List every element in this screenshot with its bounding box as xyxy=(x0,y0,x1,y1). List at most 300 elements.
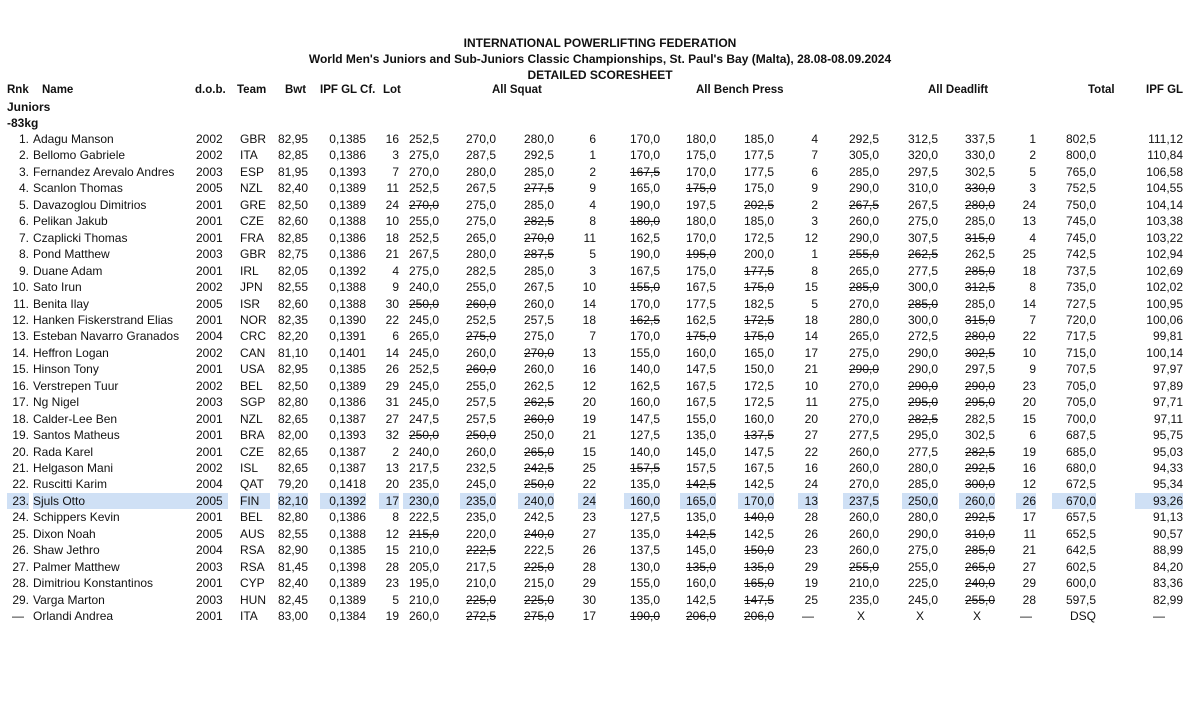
attempt-bp-2: 160,0 xyxy=(685,576,716,591)
attempt-bp-2: 167,5 xyxy=(685,378,716,393)
attempt-bp-2: 162,5 xyxy=(685,312,716,327)
scoresheet-title: DETAILED SCORESHEET xyxy=(527,68,673,82)
attempt-bp-3: 165,0 xyxy=(743,345,774,360)
table-row xyxy=(0,328,1200,344)
attempt-dl-2: 225,0 xyxy=(907,576,938,591)
attempt-bp-3: 200,0 xyxy=(743,247,774,262)
attempt-dl-2: 280,0 xyxy=(907,461,938,475)
attempt-sq-3: 275,0 xyxy=(523,609,554,624)
cell-name: Ng Nigel xyxy=(33,395,80,410)
attempt-dl-1: 260,0 xyxy=(848,510,879,525)
cell-bwt: 82,05 xyxy=(278,263,309,278)
attempt-sq-3: 267,5 xyxy=(523,280,554,295)
cell-sq-pl: 8 xyxy=(589,214,596,229)
attempt-bp-1: 155,0 xyxy=(629,345,660,360)
cell-total: 652,5 xyxy=(1065,526,1096,541)
cell-gl: 95,03 xyxy=(1152,444,1183,459)
cell-coef: 0,1390 xyxy=(329,312,366,327)
attempt-sq-3: 250,0 xyxy=(523,428,554,443)
table-row xyxy=(0,526,1200,542)
attempt-dl-1: 280,0 xyxy=(848,312,879,327)
cell-dl-pl: 21 xyxy=(1022,543,1036,558)
cell-team: BRA xyxy=(240,428,265,443)
cell-coef: 0,1385 xyxy=(329,543,366,558)
cell-dob: 2003 xyxy=(196,247,223,262)
cell-sq-pl: 3 xyxy=(589,263,596,278)
attempt-bp-3: 147,5 xyxy=(743,444,774,459)
cell-sq-pl: 16 xyxy=(582,362,596,377)
cell-bp-pl: 11 xyxy=(805,395,818,410)
cell-dl-pl: 6 xyxy=(1029,428,1036,443)
cell-coef: 0,1389 xyxy=(329,378,366,393)
cell-dl-pl: 4 xyxy=(1029,230,1036,245)
attempt-dl-1: 260,0 xyxy=(848,461,879,475)
attempt-sq-2: 252,5 xyxy=(465,312,496,327)
cell-dl-pl: 26 xyxy=(1016,493,1036,509)
cell-gl: 94,33 xyxy=(1152,461,1183,475)
attempt-bp-1: 140,0 xyxy=(629,444,660,459)
cell-dl-pl: 14 xyxy=(1022,296,1036,311)
cell-lot: 4 xyxy=(392,263,399,278)
cell-gl: 100,95 xyxy=(1146,296,1183,311)
attempt-bp-1: 190,0 xyxy=(629,609,660,624)
table-row xyxy=(0,131,1200,147)
cell-dl-pl: 22 xyxy=(1022,329,1036,344)
cell-bp-pl: 10 xyxy=(804,378,818,393)
attempt-sq-2: 267,5 xyxy=(465,181,496,196)
table-row xyxy=(0,279,1200,295)
attempt-bp-1: 160,0 xyxy=(624,493,660,509)
cell-coef: 0,1391 xyxy=(329,329,366,344)
attempt-sq-3: 240,0 xyxy=(523,526,554,541)
cell-gl: 102,02 xyxy=(1146,280,1183,295)
cell-dl-pl: 17 xyxy=(1022,510,1036,525)
cell-total: 720,0 xyxy=(1065,312,1096,327)
cell-team: ESP xyxy=(240,164,265,179)
cell-rank: 26. xyxy=(12,543,29,558)
attempt-sq-2: 222,5 xyxy=(465,543,496,558)
cell-coef: 0,1393 xyxy=(329,164,366,179)
cell-dob: 2002 xyxy=(196,132,223,146)
attempt-bp-1: 135,0 xyxy=(629,592,660,607)
attempt-bp-3: 137,5 xyxy=(743,428,774,443)
cell-team: CYP xyxy=(240,576,265,591)
attempt-dl-1: 267,5 xyxy=(848,197,879,212)
attempt-dl-2: 300,0 xyxy=(907,312,938,327)
table-row xyxy=(0,361,1200,377)
cell-bwt: 82,95 xyxy=(278,132,309,146)
attempt-dl-2: 255,0 xyxy=(907,559,938,574)
cell-sq-pl: 17 xyxy=(582,609,596,624)
attempt-dl-3: 302,5 xyxy=(964,164,995,179)
attempt-dl-2: 310,0 xyxy=(907,181,938,196)
cell-team: IRL xyxy=(240,263,259,278)
cell-dob: 2005 xyxy=(196,296,223,311)
cell-sq-pl: 30 xyxy=(582,592,596,607)
attempt-dl-2: 295,0 xyxy=(907,428,938,443)
attempt-bp-2: 160,0 xyxy=(685,345,716,360)
cell-team: GBR xyxy=(240,132,267,146)
attempt-dl-2: 290,0 xyxy=(907,526,938,541)
cell-sq-pl: 12 xyxy=(582,378,596,393)
col-name: Name xyxy=(42,84,74,96)
attempt-dl-3: 292,5 xyxy=(964,510,995,525)
attempt-dl-3: 285,0 xyxy=(964,543,995,558)
attempt-bp-1: 155,0 xyxy=(629,576,660,591)
cell-bp-pl: 23 xyxy=(804,543,818,558)
cell-bp-pl: 26 xyxy=(804,526,818,541)
cell-coef: 0,1389 xyxy=(329,576,366,591)
cell-bwt: 82,10 xyxy=(278,493,309,508)
cell-bwt: 82,85 xyxy=(278,148,309,163)
attempt-bp-1: 162,5 xyxy=(629,378,660,393)
attempt-dl-3: 302,5 xyxy=(964,345,995,360)
attempt-bp-1: 155,0 xyxy=(629,280,660,295)
cell-gl: 104,14 xyxy=(1146,197,1183,212)
cell-lot: 13 xyxy=(385,461,399,475)
cell-dl-pl: 1 xyxy=(1029,132,1036,146)
attempt-dl-3: 330,0 xyxy=(964,181,995,196)
table-row xyxy=(0,213,1200,229)
attempt-bp-2: 170,0 xyxy=(685,164,716,179)
col-team: Team xyxy=(237,84,267,96)
attempt-sq-3: 280,0 xyxy=(523,132,554,146)
attempt-dl-1: 285,0 xyxy=(848,280,879,295)
attempt-dl-3: 285,0 xyxy=(964,214,995,229)
attempt-dl-2: 307,5 xyxy=(907,230,938,245)
cell-bwt: 82,80 xyxy=(278,510,309,525)
cell-coef: 0,1384 xyxy=(329,609,366,624)
attempt-sq-3: 242,5 xyxy=(523,461,554,475)
attempt-bp-2: 142,5 xyxy=(685,477,716,492)
table-row xyxy=(0,180,1200,196)
attempt-sq-2: 275,0 xyxy=(465,197,496,212)
cell-bwt: 82,60 xyxy=(278,296,309,311)
attempt-bp-3: 172,5 xyxy=(743,312,774,327)
attempt-bp-3: 175,0 xyxy=(743,329,774,344)
cell-total: 737,5 xyxy=(1065,263,1096,278)
cell-dl-pl: 25 xyxy=(1022,247,1036,262)
cell-lot: 21 xyxy=(385,247,399,262)
cell-coef: 0,1387 xyxy=(329,411,366,426)
cell-gl: — xyxy=(1153,609,1165,624)
cell-name: Bellomo Gabriele xyxy=(33,148,126,163)
cell-total: 672,5 xyxy=(1065,477,1096,492)
cell-team: FRA xyxy=(240,230,264,245)
cell-rank: 17. xyxy=(12,395,29,410)
cell-total: 727,5 xyxy=(1065,296,1096,311)
attempt-sq-1: 247,5 xyxy=(408,411,439,426)
cell-total: 602,5 xyxy=(1065,559,1096,574)
col-rank: Rnk xyxy=(7,84,29,96)
attempt-dl-1: 255,0 xyxy=(848,247,879,262)
cell-gl: 90,57 xyxy=(1152,526,1183,541)
attempt-dl-3: 282,5 xyxy=(964,444,995,459)
division-label: Juniors xyxy=(7,100,51,114)
cell-total: 680,0 xyxy=(1065,461,1096,475)
cell-name: Pelikan Jakub xyxy=(33,214,108,229)
attempt-bp-1: 190,0 xyxy=(629,197,660,212)
cell-lot: 8 xyxy=(392,510,399,525)
attempt-bp-1: 162,5 xyxy=(629,312,660,327)
cell-coef: 0,1385 xyxy=(329,132,366,146)
attempt-dl-1: 270,0 xyxy=(848,411,879,426)
attempt-bp-2: 165,0 xyxy=(680,493,716,509)
attempt-dl-1: 260,0 xyxy=(848,444,879,459)
cell-lot: 10 xyxy=(385,214,399,229)
cell-dob: 2004 xyxy=(196,543,223,558)
cell-dl-pl: 8 xyxy=(1029,280,1036,295)
cell-name: Santos Matheus xyxy=(33,428,120,443)
cell-dob: 2002 xyxy=(196,378,223,393)
cell-coef: 0,1392 xyxy=(320,493,366,509)
cell-team: ISL xyxy=(240,461,259,475)
cell-dl-pl: 5 xyxy=(1029,164,1036,179)
attempt-dl-2: 297,5 xyxy=(907,164,938,179)
cell-dob: 2003 xyxy=(196,395,223,410)
attempt-dl-3: 310,0 xyxy=(964,526,995,541)
attempt-bp-2: 175,0 xyxy=(685,181,716,196)
attempt-sq-1: 230,0 xyxy=(403,493,439,509)
cell-rank: 7. xyxy=(18,230,29,245)
cell-rank: 13. xyxy=(12,329,29,344)
cell-name: Pond Matthew xyxy=(33,247,110,262)
cell-lot: 22 xyxy=(385,312,399,327)
cell-bp-pl: 29 xyxy=(804,559,818,574)
attempt-sq-3: 287,5 xyxy=(523,247,554,262)
attempt-sq-2: 280,0 xyxy=(465,164,496,179)
attempt-dl-3: 280,0 xyxy=(964,329,995,344)
attempt-sq-3: 260,0 xyxy=(523,411,554,426)
attempt-dl-2: 320,0 xyxy=(907,148,938,163)
cell-dob: 2005 xyxy=(196,181,223,196)
cell-sq-pl: 15 xyxy=(582,444,596,459)
cell-gl: 82,99 xyxy=(1152,592,1183,607)
cell-lot: 7 xyxy=(392,164,399,179)
cell-lot: 2 xyxy=(392,444,399,459)
cell-rank: 15. xyxy=(12,362,29,377)
attempt-sq-1: 250,0 xyxy=(408,296,439,311)
cell-bwt: 81,95 xyxy=(278,164,309,179)
cell-lot: 26 xyxy=(385,362,399,377)
attempt-sq-1: 210,0 xyxy=(408,543,439,558)
cell-team: CRC xyxy=(240,329,266,344)
cell-team: ITA xyxy=(240,148,258,163)
attempt-dl-3: 292,5 xyxy=(964,461,995,475)
cell-total: 752,5 xyxy=(1065,181,1096,196)
cell-bp-pl: 19 xyxy=(804,576,818,591)
cell-sq-pl: 13 xyxy=(582,345,596,360)
attempt-sq-1: 205,0 xyxy=(408,559,439,574)
attempt-dl-2: 312,5 xyxy=(907,132,938,146)
cell-team: CZE xyxy=(240,214,264,229)
cell-name: Fernandez Arevalo Andres xyxy=(33,164,175,179)
attempt-sq-1: 240,0 xyxy=(408,280,439,295)
attempt-sq-3: 265,0 xyxy=(523,444,554,459)
attempt-dl-1: 260,0 xyxy=(848,214,879,229)
col-deadlift: All Deadlift xyxy=(928,84,989,96)
cell-bwt: 81,10 xyxy=(278,345,309,360)
attempt-dl-3: 312,5 xyxy=(964,280,995,295)
attempt-bp-2: 145,0 xyxy=(685,543,716,558)
cell-total: 700,0 xyxy=(1065,411,1096,426)
cell-gl: 106,58 xyxy=(1146,164,1183,179)
table-row xyxy=(0,296,1200,312)
cell-team: AUS xyxy=(240,526,265,541)
cell-dl-pl: 19 xyxy=(1022,444,1036,459)
cell-bp-pl: 4 xyxy=(811,132,818,146)
cell-sq-pl: 5 xyxy=(589,247,596,262)
attempt-dl-1: 237,5 xyxy=(843,493,879,509)
attempt-sq-3: 225,0 xyxy=(523,559,554,574)
cell-bp-pl: 20 xyxy=(804,411,818,426)
cell-coef: 0,1386 xyxy=(329,148,366,163)
attempt-sq-1: 245,0 xyxy=(408,395,439,410)
cell-dob: 2001 xyxy=(196,411,223,426)
cell-bwt: 82,55 xyxy=(278,526,309,541)
attempt-bp-2: 180,0 xyxy=(685,132,716,146)
attempt-dl-2: 250,0 xyxy=(902,493,938,509)
attempt-bp-1: 157,5 xyxy=(629,461,660,475)
cell-name: Scanlon Thomas xyxy=(33,181,123,196)
attempt-bp-2: 170,0 xyxy=(685,230,716,245)
attempt-bp-3: 185,0 xyxy=(743,214,774,229)
cell-bp-pl: 7 xyxy=(811,148,818,163)
cell-bwt: 82,45 xyxy=(278,592,309,607)
col-ipf-gl: IPF GL xyxy=(1146,84,1184,96)
attempt-dl-3: 290,0 xyxy=(964,378,995,393)
attempt-dl-2: 295,0 xyxy=(907,395,938,410)
cell-bp-pl: 24 xyxy=(804,477,818,492)
attempt-sq-1: 252,5 xyxy=(408,132,439,146)
attempt-dl-3: 285,0 xyxy=(964,296,995,311)
cell-dob: 2005 xyxy=(196,493,228,509)
cell-team: GBR xyxy=(240,247,267,262)
cell-lot: 9 xyxy=(392,280,399,295)
cell-team: NZL xyxy=(240,411,263,426)
attempt-dl-2: 280,0 xyxy=(907,510,938,525)
attempt-sq-3: 240,0 xyxy=(518,493,554,509)
cell-dl-pl: 3 xyxy=(1029,181,1036,196)
attempt-dl-3: 280,0 xyxy=(964,197,995,212)
attempt-bp-2: 167,5 xyxy=(685,280,716,295)
attempt-dl-2: 267,5 xyxy=(907,197,938,212)
attempt-sq-2: 260,0 xyxy=(465,444,496,459)
cell-team: RSA xyxy=(240,543,265,558)
cell-bp-pl: 13 xyxy=(798,493,818,509)
cell-bp-pl: 12 xyxy=(804,230,818,245)
attempt-bp-2: 147,5 xyxy=(685,362,716,377)
attempt-bp-2: 142,5 xyxy=(685,526,716,541)
attempt-dl-1: 270,0 xyxy=(848,477,879,492)
cell-dob: 2001 xyxy=(196,263,223,278)
table-row xyxy=(0,147,1200,163)
cell-rank: 8. xyxy=(18,247,29,262)
cell-coef: 0,1388 xyxy=(329,280,366,295)
cell-lot: 18 xyxy=(385,230,399,245)
cell-gl: 102,94 xyxy=(1146,247,1183,262)
attempt-dl-2: 285,0 xyxy=(907,477,938,492)
cell-team: ISR xyxy=(240,296,261,311)
attempt-bp-3: 202,5 xyxy=(743,197,774,212)
cell-sq-pl: 2 xyxy=(589,164,596,179)
cell-rank: 20. xyxy=(12,444,29,459)
cell-sq-pl: 10 xyxy=(582,280,596,295)
attempt-sq-3: 250,0 xyxy=(523,477,554,492)
cell-name: Ruscitti Karim xyxy=(33,477,108,492)
cell-name: Adagu Manson xyxy=(33,132,114,146)
cell-gl: 84,20 xyxy=(1152,559,1183,574)
cell-gl: 95,34 xyxy=(1152,477,1183,492)
cell-coef: 0,1398 xyxy=(329,559,366,574)
attempt-dl-1: 235,0 xyxy=(848,592,879,607)
cell-dob: 2003 xyxy=(196,559,223,574)
attempt-sq-3: 257,5 xyxy=(523,312,554,327)
attempt-bp-2: 180,0 xyxy=(685,214,716,229)
attempt-sq-1: 275,0 xyxy=(408,263,439,278)
table-row xyxy=(0,164,1200,180)
attempt-sq-2: 257,5 xyxy=(465,395,496,410)
attempt-dl-2: X xyxy=(915,609,924,624)
attempt-sq-3: 262,5 xyxy=(523,395,554,410)
attempt-sq-1: 267,5 xyxy=(408,247,439,262)
attempt-sq-1: 210,0 xyxy=(408,592,439,607)
attempt-bp-2: 197,5 xyxy=(685,197,716,212)
attempt-dl-3: 265,0 xyxy=(964,559,995,574)
attempt-bp-1: 140,0 xyxy=(629,362,660,377)
attempt-bp-1: 167,5 xyxy=(629,164,660,179)
cell-dl-pl: 11 xyxy=(1023,526,1036,541)
cell-lot: 31 xyxy=(385,395,399,410)
cell-coef: 0,1388 xyxy=(329,214,366,229)
attempt-bp-3: 172,5 xyxy=(743,395,774,410)
attempt-sq-2: 280,0 xyxy=(465,247,496,262)
cell-dob: 2001 xyxy=(196,444,223,459)
attempt-dl-1: 270,0 xyxy=(848,296,879,311)
cell-coef: 0,1386 xyxy=(329,247,366,262)
attempt-sq-1: 270,0 xyxy=(408,164,439,179)
cell-total: 765,0 xyxy=(1065,164,1096,179)
table-row xyxy=(0,444,1200,460)
cell-bwt: 82,50 xyxy=(278,378,309,393)
cell-bwt: 82,65 xyxy=(278,461,309,475)
cell-coef: 0,1389 xyxy=(329,181,366,196)
attempt-dl-3: 282,5 xyxy=(964,411,995,426)
cell-name: Hinson Tony xyxy=(33,362,99,377)
cell-sq-pl: 27 xyxy=(582,526,596,541)
attempt-bp-1: 147,5 xyxy=(629,411,660,426)
attempt-bp-3: 160,0 xyxy=(743,411,774,426)
cell-gl: 91,13 xyxy=(1152,510,1183,525)
cell-gl: 97,97 xyxy=(1152,362,1183,377)
attempt-bp-1: 137,5 xyxy=(629,543,660,558)
cell-coef: 0,1386 xyxy=(329,230,366,245)
attempt-bp-3: 177,5 xyxy=(743,148,774,163)
cell-name: Sato Irun xyxy=(33,280,82,295)
col-bench: All Bench Press xyxy=(696,84,784,96)
cell-dl-pl: 28 xyxy=(1022,592,1036,607)
cell-rank: 28. xyxy=(12,576,29,591)
cell-sq-pl: 24 xyxy=(578,493,596,509)
cell-gl: 83,36 xyxy=(1152,576,1183,591)
cell-lot: 30 xyxy=(385,296,399,311)
cell-name: Dixon Noah xyxy=(33,526,96,541)
cell-bp-pl: 6 xyxy=(811,164,818,179)
cell-total: 685,0 xyxy=(1065,444,1096,459)
attempt-dl-1: 290,0 xyxy=(848,181,879,196)
attempt-sq-1: 240,0 xyxy=(408,444,439,459)
cell-rank: 11. xyxy=(13,296,29,311)
